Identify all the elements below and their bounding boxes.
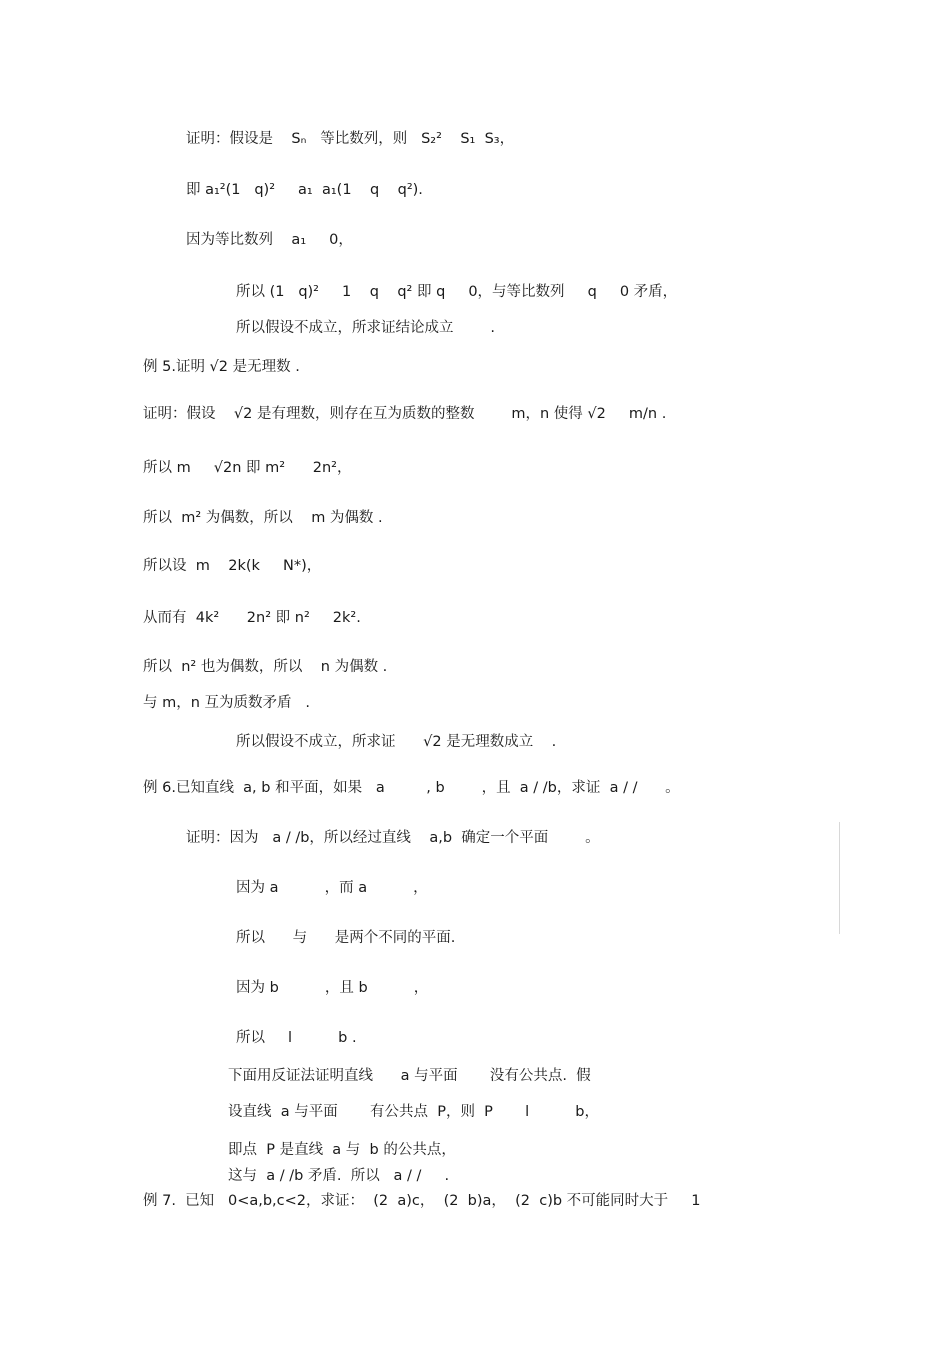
example-5-step-3: 所以设 m 2k(k N*)， bbox=[143, 558, 322, 574]
example-5-step-2: 所以 m² 为偶数，所以 m 为偶数 . bbox=[143, 510, 383, 526]
example-6-heading: 例 6.已知直线 a, b 和平面，如果 a , b ，且 a / /b，求证 a / / 。 bbox=[143, 780, 680, 796]
example-5-proof-start: 证明：假设 √2 是有理数，则存在互为质数的整数 m，n 使得 √2 m/n . bbox=[143, 406, 667, 422]
example-5-step-5: 所以 n² 也为偶数，所以 n 为偶数 . bbox=[143, 659, 388, 675]
example-6-proof-start: 证明：因为 a / /b，所以经过直线 a,b 确定一个平面 。 bbox=[186, 830, 600, 846]
proof-conclusion-1: 所以假设不成立，所求证结论成立 . bbox=[236, 320, 495, 336]
proof-step-contradiction: 所以 (1 q)² 1 q q² 即 q 0，与等比数列 q 0 矛盾， bbox=[236, 284, 678, 300]
margin-rule bbox=[839, 822, 840, 934]
example-6-step-6: 设直线 a 与平面 有公共点 P，则 P l b， bbox=[228, 1104, 599, 1120]
example-5-step-1: 所以 m √2n 即 m² 2n²， bbox=[143, 460, 352, 476]
proof-step-a1-nonzero: 因为等比数列 a₁ 0， bbox=[186, 232, 353, 248]
example-6-step-5: 下面用反证法证明直线 a 与平面 没有公共点. 假 bbox=[228, 1068, 591, 1084]
example-6-step-7: 即点 P 是直线 a 与 b 的公共点， bbox=[228, 1142, 456, 1158]
example-6-step-1: 因为 a ，而 a ， bbox=[236, 880, 428, 896]
example-6-step-2: 所以 与 是两个不同的平面. bbox=[236, 930, 456, 946]
example-5-step-4: 从而有 4k² 2n² 即 n² 2k². bbox=[143, 610, 361, 626]
example-5-heading: 例 5.证明 √2 是无理数 . bbox=[143, 359, 300, 375]
example-5-step-6: 与 m，n 互为质数矛盾 . bbox=[143, 695, 310, 711]
example-6-conclusion: 这与 a / /b 矛盾. 所以 a / / . bbox=[228, 1168, 450, 1184]
example-6-step-3: 因为 b ，且 b ， bbox=[236, 980, 429, 996]
example-6-step-4: 所以 l b . bbox=[236, 1030, 357, 1046]
example-5-conclusion: 所以假设不成立，所求证 √2 是无理数成立 . bbox=[236, 734, 557, 750]
proof-step-expand: 即 a₁²(1 q)² a₁ a₁(1 q q²). bbox=[186, 182, 423, 198]
proof-assume-geometric: 证明：假设是 Sₙ 等比数列，则 S₂² S₁ S₃， bbox=[186, 131, 515, 147]
example-7-heading: 例 7. 已知 0<a,b,c<2，求证： (2 a)c， (2 b)a， (2 c)b 不可能同时大于 1 bbox=[143, 1193, 701, 1209]
